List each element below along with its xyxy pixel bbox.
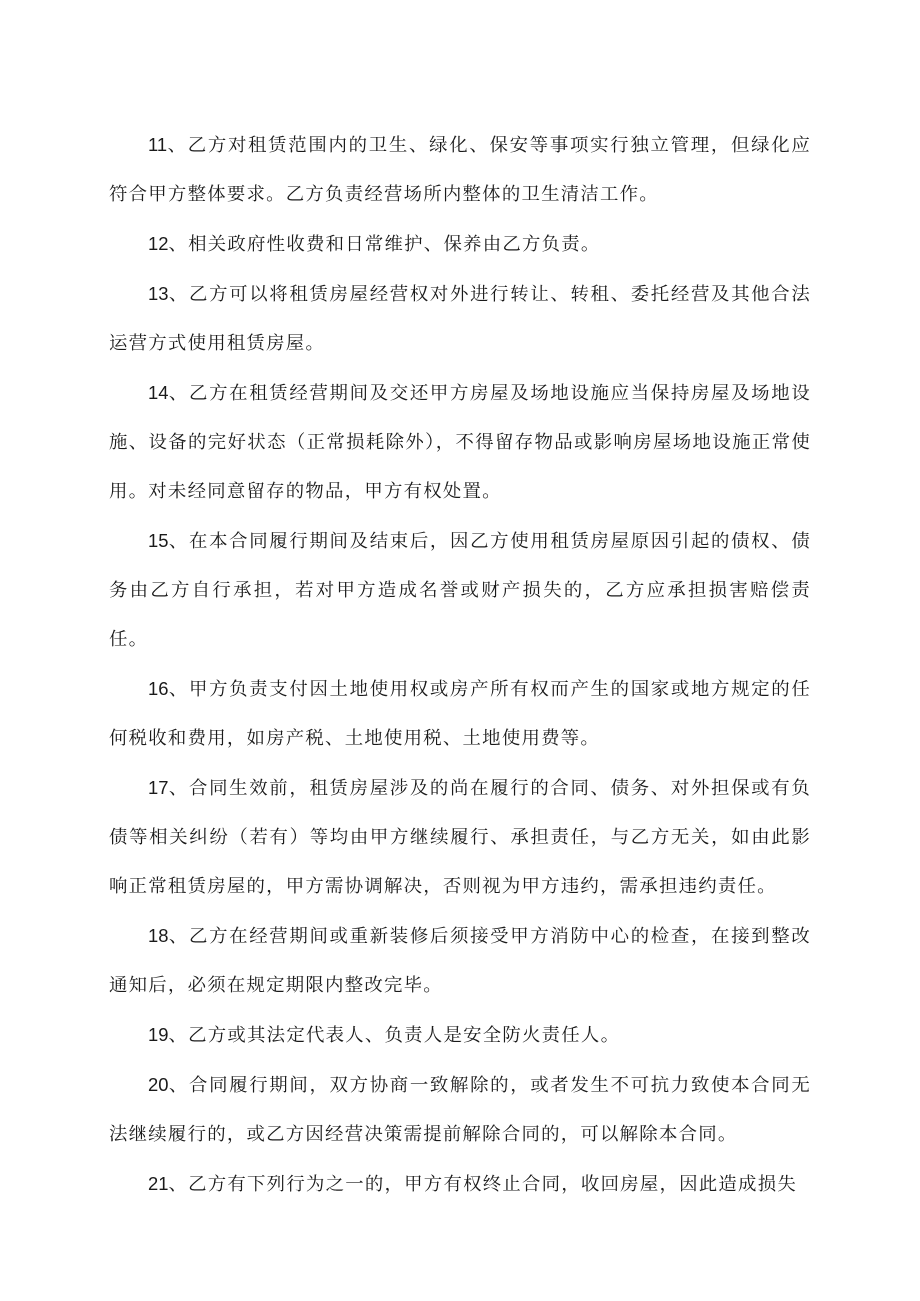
clause-number: 15 xyxy=(148,530,169,551)
clause-number: 14 xyxy=(148,382,169,403)
clause-11 xyxy=(109,120,811,219)
clause-text: 、乙方或其法定代表人、负责人是安全防火责任人。 xyxy=(168,1025,621,1046)
clause-number: 13 xyxy=(148,283,169,304)
clause-text: 、合同生效前，租赁房屋涉及的尚在履行的合同、债务、对外担保或有负债等相关纠纷（若有）等均由甲方继续履行、承担责任，与乙方无关，如由此影响正常租赁房屋的，甲方需协调解决，否则视为甲方违约，需承担违约责任。 xyxy=(109,778,811,897)
clause-text: 、乙方在经营期间或重新装修后须接受甲方消防中心的检查，在接到整改通知后，必须在规定期限内整改完毕。 xyxy=(109,926,811,996)
clause-number: 18 xyxy=(148,925,169,946)
clause-16 xyxy=(109,664,811,763)
clause-12 xyxy=(109,219,811,269)
clause-text: 、甲方负责支付因土地使用权或房产所有权而产生的国家或地方规定的任何税收和费用，如房产税、土地使用税、土地使用费等。 xyxy=(109,679,811,749)
clause-21 xyxy=(109,1159,811,1209)
clause-14 xyxy=(109,368,811,516)
clause-20 xyxy=(109,1060,811,1159)
clause-text: 、乙方可以将租赁房屋经营权对外进行转让、转租、委托经营及其他合法运营方式使用租赁房屋。 xyxy=(109,284,811,354)
clause-13 xyxy=(109,269,811,368)
clause-number: 17 xyxy=(148,777,169,798)
clause-text: 、乙方有下列行为之一的，甲方有权终止合同，收回房屋，因此造成损失 xyxy=(168,1174,797,1195)
clause-number: 11 xyxy=(148,134,168,155)
clause-text: 、合同履行期间，双方协商一致解除的，或者发生不可抗力致使本合同无法继续履行的，或乙方因经营决策需提前解除合同的，可以解除本合同。 xyxy=(109,1075,811,1145)
document-body xyxy=(109,120,811,1209)
clause-number: 16 xyxy=(148,678,169,699)
clause-text: 、乙方对租赁范围内的卫生、绿化、保安等事项实行独立管理，但绿化应符合甲方整体要求。乙方负责经营场所内整体的卫生清洁工作。 xyxy=(109,135,811,205)
clause-number: 21 xyxy=(148,1173,169,1194)
clause-text: 、乙方在租赁经营期间及交还甲方房屋及场地设施应当保持房屋及场地设施、设备的完好状态（正常损耗除外），不得留存物品或影响房屋场地设施正常使用。对未经同意留存的物品，甲方有权处置。 xyxy=(109,383,811,502)
clause-17 xyxy=(109,763,811,911)
clause-text: 、在本合同履行期间及结束后，因乙方使用租赁房屋原因引起的债权、债务由乙方自行承担，若对甲方造成名誉或财产损失的，乙方应承担损害赔偿责任。 xyxy=(109,531,811,650)
clause-text: 、相关政府性收费和日常维护、保养由乙方负责。 xyxy=(168,234,601,255)
clause-19 xyxy=(109,1010,811,1060)
clause-18 xyxy=(109,911,811,1010)
clause-number: 20 xyxy=(148,1074,169,1095)
clause-number: 19 xyxy=(148,1024,169,1045)
clause-number: 12 xyxy=(148,233,169,254)
clause-15 xyxy=(109,516,811,664)
